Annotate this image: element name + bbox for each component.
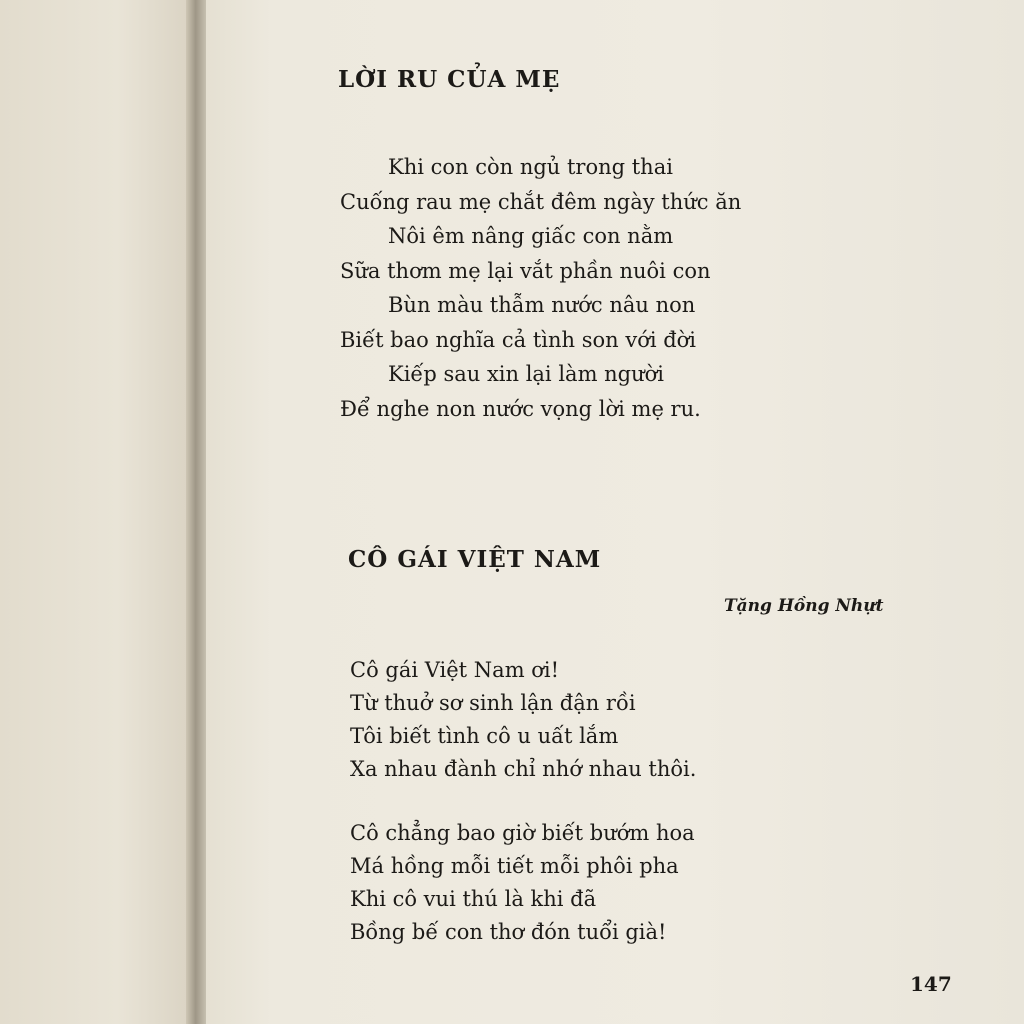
- poem-line: Khi cô vui thú là khi đã: [350, 887, 597, 911]
- poem-line: Xa nhau đành chỉ nhớ nhau thôi.: [350, 757, 697, 781]
- right-page: [206, 0, 1024, 1024]
- left-page: [0, 0, 196, 1024]
- poem-line: Cô chẳng bao giờ biết bướm hoa: [350, 821, 695, 845]
- poem-title-loi-ru-cua-me: LỜI RU CỦA MẸ: [338, 66, 561, 93]
- poem-line: Tôi biết tình cô u uất lắm: [350, 724, 619, 748]
- poem-line: Sữa thơm mẹ lại vắt phần nuôi con: [340, 258, 711, 283]
- poem-line: Bùn màu thẫm nước nâu non: [388, 293, 696, 317]
- poem-line: Cuống rau mẹ chắt đêm ngày thức ăn: [340, 189, 742, 214]
- poem-line: Từ thuở sơ sinh lận đận rồi: [350, 691, 636, 715]
- page-number: 147: [910, 972, 952, 996]
- poem-title-co-gai-viet-nam: CÔ GÁI VIỆT NAM: [348, 546, 602, 573]
- poem-co-gai-stanza-2: [350, 817, 695, 949]
- poem-co-gai-stanza-1: [350, 654, 696, 786]
- poem-line: Bồng bế con thơ đón tuổi già!: [350, 920, 667, 944]
- poem-line: Khi con còn ngủ trong thai: [388, 155, 673, 179]
- poem-line: Cô gái Việt Nam ơi!: [350, 658, 560, 682]
- poem-line: Biết bao nghĩa cả tình son với đời: [340, 327, 697, 352]
- poem-line: Kiếp sau xin lại làm người: [388, 362, 665, 386]
- poem-loi-ru-cua-me-stanza: [340, 150, 741, 426]
- poem-line: Má hồng mỗi tiết mỗi phôi pha: [350, 854, 679, 878]
- poem-line: Nôi êm nâng giấc con nằm: [388, 224, 674, 248]
- poem-dedication: Tặng Hồng Nhựt: [724, 596, 884, 616]
- poem-line: Để nghe non nước vọng lời mẹ ru.: [340, 396, 701, 421]
